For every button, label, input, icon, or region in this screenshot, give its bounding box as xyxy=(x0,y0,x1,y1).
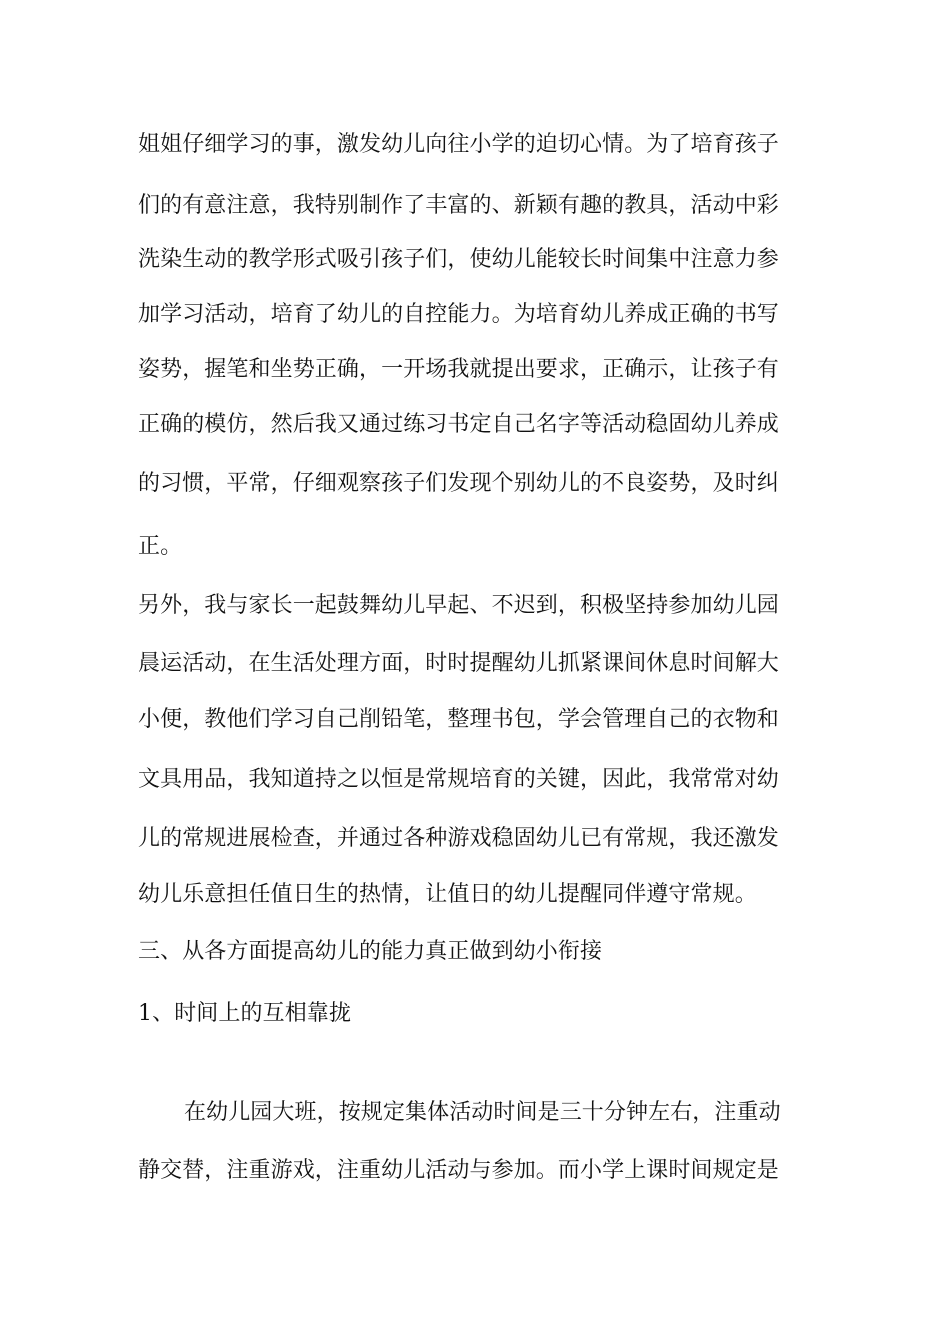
paragraph-3-line-1: 在幼儿园大班，按规定集体活动时间是三十分钟左右，注重动 xyxy=(184,1100,781,1125)
paragraph-2-line-6: 幼儿乐意担任值日生的热情，让值日的幼儿提醒同伴遵守常规。 xyxy=(138,882,757,907)
paragraph-1-line-3: 洗染生动的教学形式吸引孩子们，使幼儿能较长时间集中注意力参 xyxy=(138,247,779,272)
paragraph-1-line-7: 的习惯，平常，仔细观察孩子们发现个别幼儿的不良姿势，及时纠 xyxy=(138,471,779,496)
paragraph-2-line-4: 文具用品，我知道持之以恒是常规培育的关键，因此，我常常对幼 xyxy=(138,767,779,792)
paragraph-2-line-5: 儿的常规进展检查，并通过各种游戏稳固幼儿已有常规，我还激发 xyxy=(138,826,779,851)
paragraph-2-line-3: 小便，教他们学习自己削铅笔，整理书包，学会管理自己的衣物和 xyxy=(138,707,779,732)
paragraph-2-line-2: 晨运活动，在生活处理方面，时时提醒幼儿抓紧课间休息时间解大 xyxy=(138,651,779,676)
subsection-heading: 1、时间上的互相靠拢 xyxy=(138,1001,351,1026)
paragraph-1-line-4: 加学习活动，培育了幼儿的自控能力。为培育幼儿养成正确的书写 xyxy=(138,302,779,327)
paragraph-1-line-5: 姿势，握笔和坐势正确，一开场我就提出要求，正确示，让孩子有 xyxy=(138,357,779,382)
paragraph-1-line-6: 正确的模仿，然后我又通过练习书定自己名字等活动稳固幼儿养成 xyxy=(138,412,779,437)
paragraph-1-line-1: 姐姐仔细学习的事，激发幼儿向往小学的迫切心情。为了培育孩子 xyxy=(138,132,779,157)
paragraph-3-line-2: 静交替，注重游戏，注重幼儿活动与参加。而小学上课时间规定是 xyxy=(138,1158,779,1183)
paragraph-1-line-8: 正。 xyxy=(138,534,183,559)
paragraph-1-line-2: 们的有意注意，我特别制作了丰富的、新颖有趣的教具，活动中彩 xyxy=(138,193,779,218)
paragraph-2-line-1: 另外，我与家长一起鼓舞幼儿早起、不迟到，积极坚持参加幼儿园 xyxy=(138,593,779,618)
section-heading: 三、从各方面提高幼儿的能力真正做到幼小衔接 xyxy=(138,939,603,964)
